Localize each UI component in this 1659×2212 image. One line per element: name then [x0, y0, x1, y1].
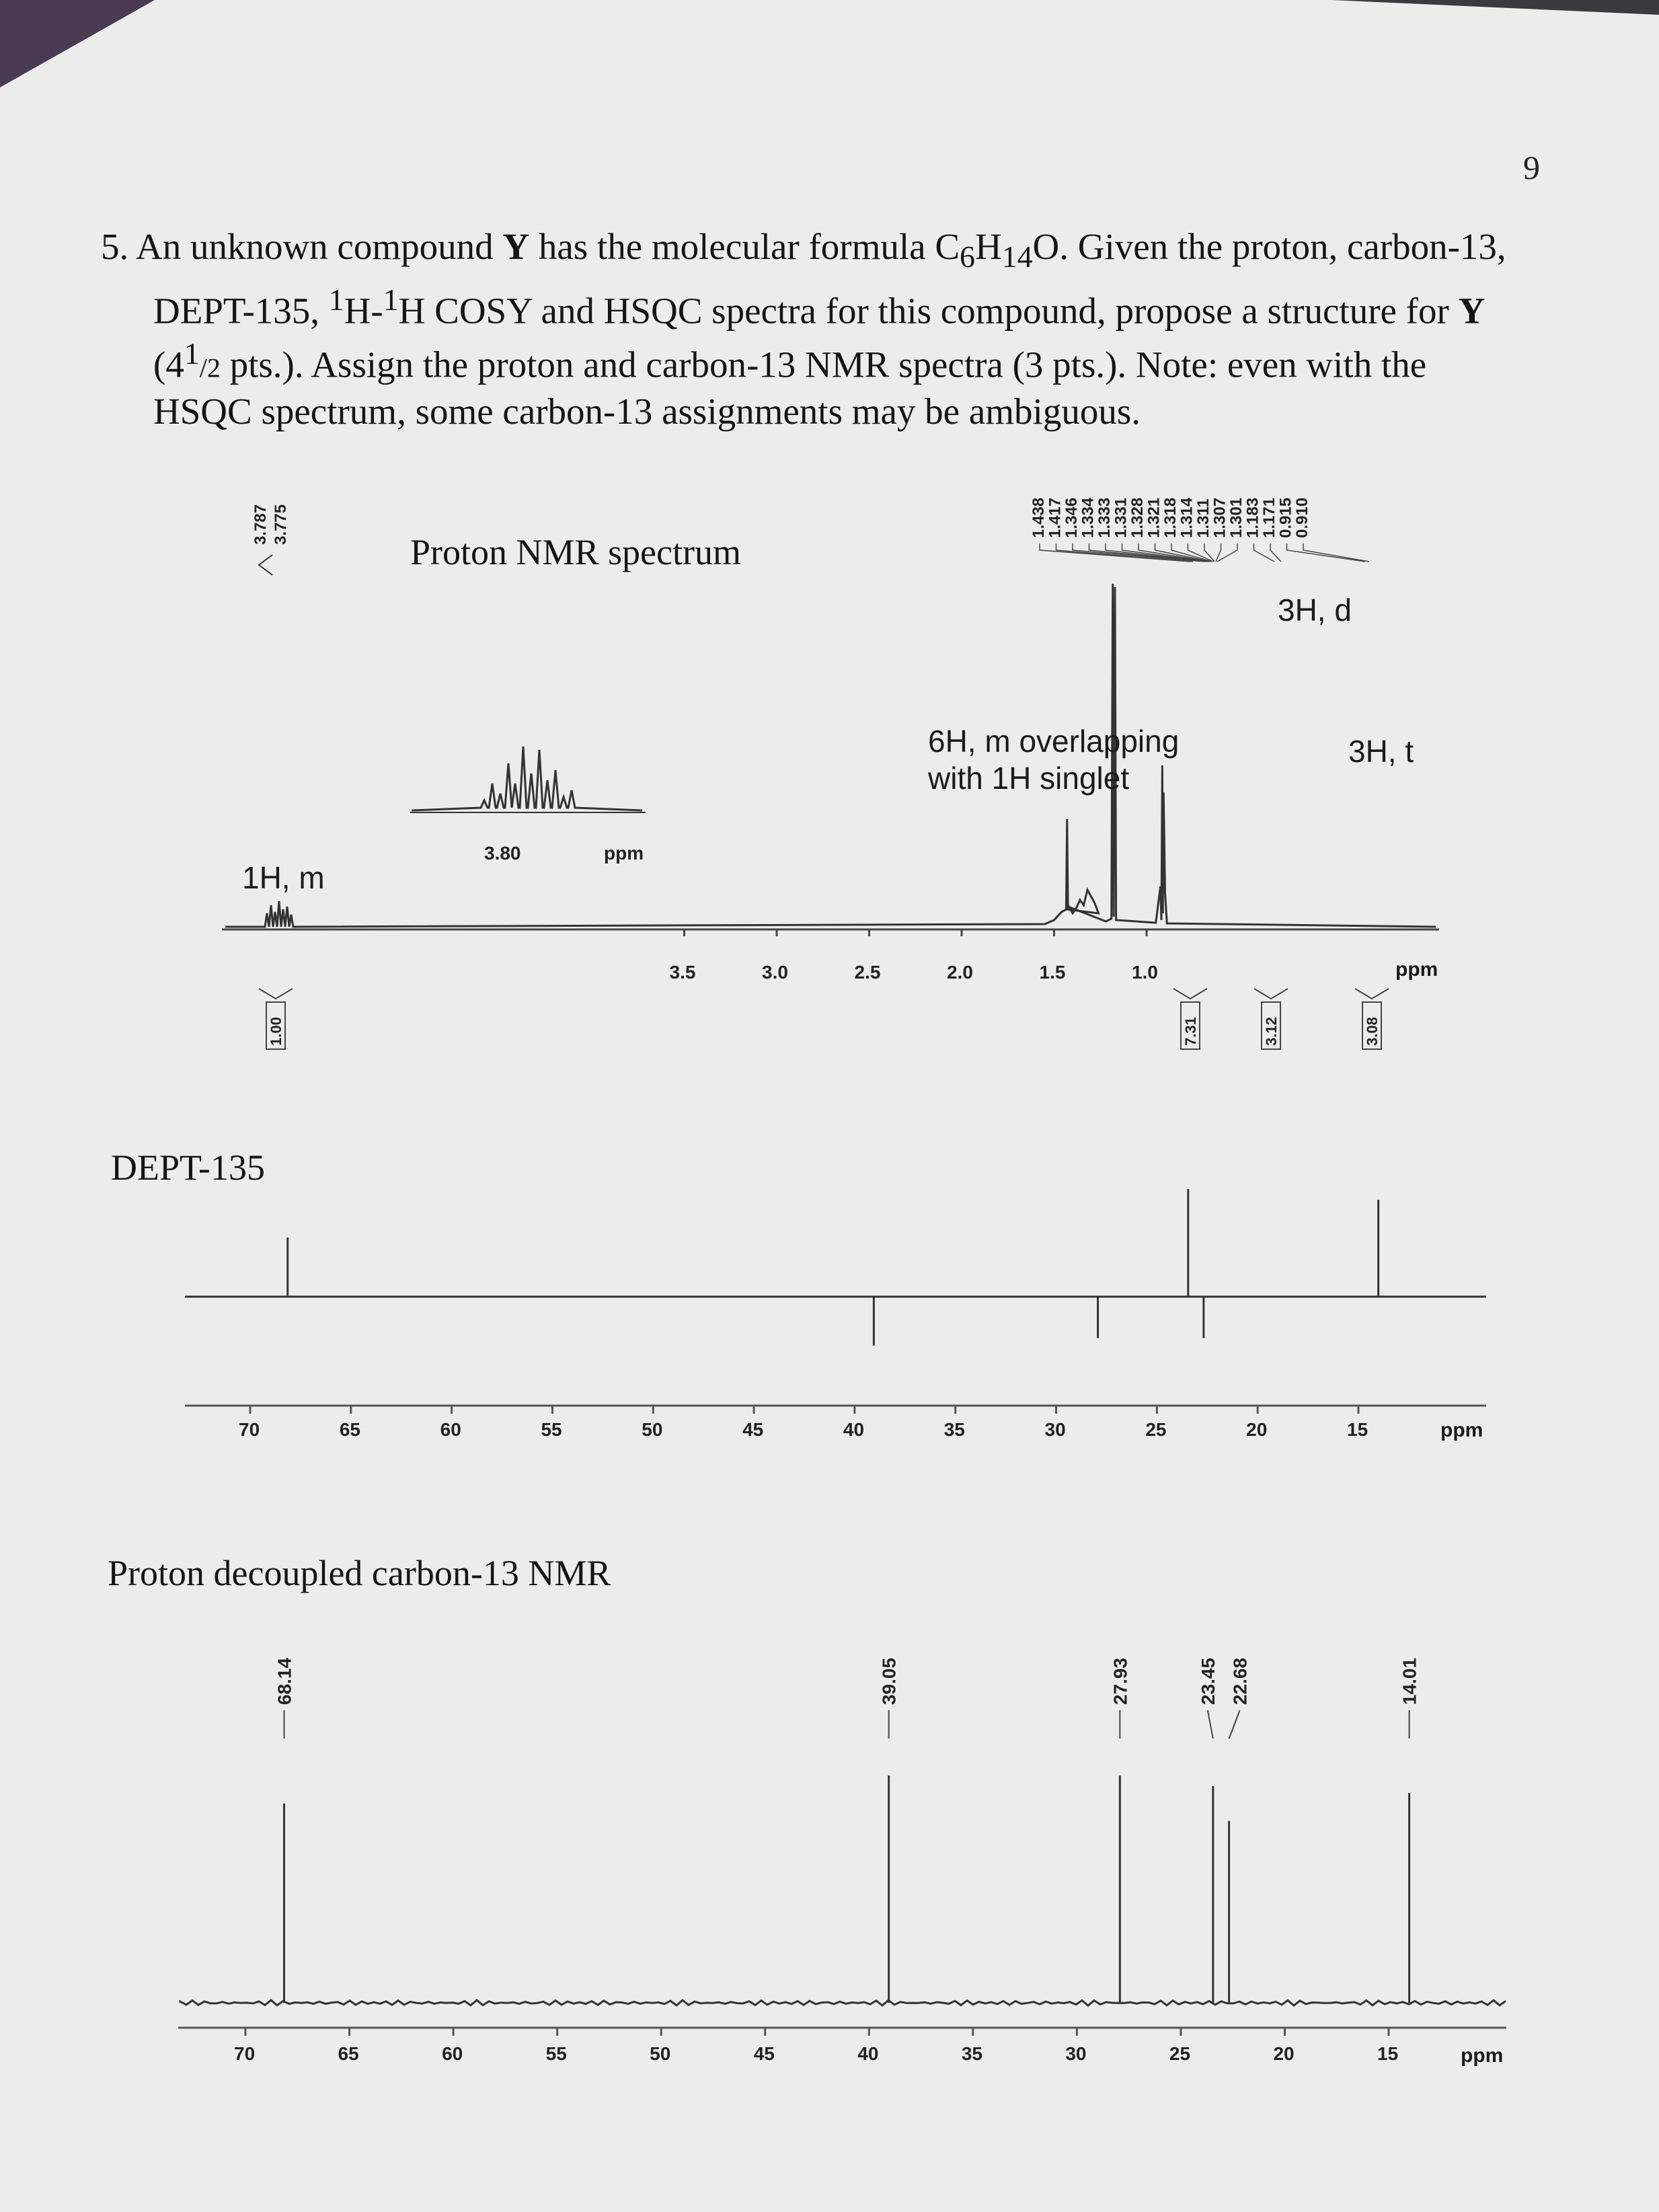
q-text-i: HSQC spectrum, some carbon-13 assignments may be ambiguous. [153, 390, 1141, 432]
dept-tick-label: 70 [239, 1419, 260, 1440]
proton-tick-label: 1.0 [1132, 962, 1158, 983]
dept-tick-label: 50 [642, 1419, 663, 1440]
compound-label: Y [502, 226, 530, 267]
proton-peak-label-right: 1.301 [1227, 497, 1245, 538]
proton-tick-label: 3.0 [762, 962, 788, 983]
proton-peak-label-left: 3.787 [252, 504, 270, 545]
carbon-peak-label: 23.45 [1197, 1657, 1219, 1705]
integral-value: 7.31 [1182, 1017, 1199, 1046]
carbon-axis-unit: ppm [1461, 2045, 1504, 2067]
carbon-tick-label: 40 [857, 2043, 879, 2064]
proton-peak-label-right: 1.321 [1145, 497, 1163, 538]
proton-peak-label-right: 1.334 [1079, 497, 1097, 538]
dept-tick-label: 55 [541, 1419, 562, 1440]
carbon-tick-label: 20 [1273, 2043, 1295, 2064]
proton-peak-label-right: 0.910 [1293, 497, 1311, 538]
dept-axis-unit: ppm [1440, 1419, 1483, 1441]
carbon-tick-label: 30 [1065, 2043, 1087, 2064]
carbon-title: Proton decoupled carbon-13 NMR [108, 1553, 611, 1593]
proton-peak-label-right: 1.183 [1243, 497, 1262, 538]
carbon-tick-label: 50 [650, 2043, 671, 2064]
q-h: H [974, 226, 1002, 267]
carbon-peak-label: 27.93 [1110, 1657, 1131, 1705]
proton-tick-label: 3.5 [669, 962, 696, 983]
compound-label-2: Y [1458, 290, 1486, 332]
q-sub-6: 6 [960, 239, 975, 274]
q-text-a: An unknown compound [135, 226, 503, 267]
proton-peak-label-left: 3.775 [272, 504, 290, 545]
proton-tick-label: 2.5 [854, 962, 881, 983]
dept-tick-label: 20 [1246, 1419, 1268, 1440]
proton-peak-label-right: 1.438 [1030, 497, 1048, 538]
proton-axis-unit: ppm [1395, 958, 1438, 981]
proton-peak-label-right: 1.307 [1210, 497, 1229, 538]
label-6h-m-line1: 6H, m overlapping [928, 724, 1180, 759]
dept-tick-label: 40 [843, 1419, 865, 1440]
proton-peak-label-right: 1.331 [1112, 497, 1130, 538]
q-text-h: pts.). Assign the proton and carbon-13 NMR spectra (3 pts.). Note: even with the [220, 344, 1427, 385]
inset-tick-380: 3.80 [484, 843, 521, 864]
q-sub-14: 14 [1001, 239, 1033, 274]
q-sup-1b: 1 [383, 282, 399, 317]
dept-title: DEPT-135 [111, 1147, 266, 1188]
label-1h-m: 1H, m [242, 860, 325, 895]
question-line-1 [101, 225, 1567, 278]
proton-tick-label: 1.5 [1039, 962, 1066, 983]
carbon-tick-label: 15 [1377, 2043, 1399, 2064]
question-line-3 [101, 332, 1567, 389]
q-text-f: H COSY and HSQC spectra for this compound, propose a structure for [398, 290, 1459, 332]
proton-peak-label-right: 1.314 [1178, 497, 1196, 538]
q-half-num: 1 [184, 336, 200, 371]
carbon-tick-label: 55 [545, 2043, 567, 2064]
integral-value: 3.08 [1364, 1017, 1381, 1046]
proton-peak-label-right: 1.318 [1161, 497, 1180, 538]
dept-tick-label: 60 [440, 1419, 461, 1440]
carbon-tick-label: 35 [961, 2043, 982, 2064]
question-text [101, 225, 1567, 433]
dept-tick-label: 30 [1044, 1419, 1066, 1440]
carbon-peak-label: 39.05 [878, 1657, 900, 1705]
label-6h-m-line2: with 1H singlet [928, 761, 1130, 796]
carbon-tick-label: 60 [442, 2043, 463, 2064]
carbon-tick-label: 70 [234, 2043, 256, 2064]
proton-peak-label-right: 1.333 [1095, 497, 1114, 538]
question-line-2 [101, 278, 1567, 332]
proton-peak-label-right: 1.311 [1194, 498, 1212, 538]
carbon-peak-label: 22.68 [1229, 1657, 1251, 1705]
carbon-peak-label: 14.01 [1399, 1657, 1420, 1705]
q-half-den: /2 [199, 352, 221, 383]
proton-peak-label-right: 0.915 [1276, 497, 1295, 538]
q-text-g: (4 [153, 344, 184, 385]
dept-tick-label: 35 [943, 1419, 965, 1440]
page-number: 9 [1523, 149, 1540, 186]
label-3h-d: 3H, d [1278, 593, 1352, 627]
q-sup-1a: 1 [328, 282, 344, 317]
carbon-tick-label: 65 [338, 2043, 359, 2064]
proton-peak-label-right: 1.417 [1046, 497, 1065, 538]
q-text-c: O. Given the proton, carbon-13, [1032, 226, 1506, 267]
q-text-b: has the molecular formula C [529, 226, 960, 267]
proton-title: Proton NMR spectrum [410, 532, 741, 572]
proton-peak-label-right: 1.171 [1260, 497, 1278, 538]
proton-peak-label-right: 1.346 [1063, 497, 1081, 538]
inset-tick-ppm: ppm [604, 843, 644, 864]
integral-value: 1.00 [268, 1017, 284, 1046]
question-number: 5. [101, 226, 129, 267]
dept-tick-label: 15 [1347, 1419, 1368, 1440]
dept-tick-label: 25 [1145, 1419, 1167, 1440]
dept-tick-label: 65 [339, 1419, 360, 1440]
carbon-tick-label: 45 [753, 2043, 775, 2064]
question-line-4 [101, 390, 1567, 433]
label-3h-t: 3H, t [1348, 734, 1414, 769]
integral-value: 3.12 [1263, 1017, 1280, 1046]
proton-peak-label-right: 1.328 [1128, 497, 1147, 538]
carbon-tick-label: 25 [1169, 2043, 1191, 2064]
q-text-e: H- [344, 290, 383, 332]
dept-tick-label: 45 [742, 1419, 764, 1440]
carbon-peak-label: 68.14 [274, 1657, 295, 1705]
q-text-d: DEPT-135, [153, 290, 329, 332]
proton-tick-label: 2.0 [947, 962, 973, 983]
